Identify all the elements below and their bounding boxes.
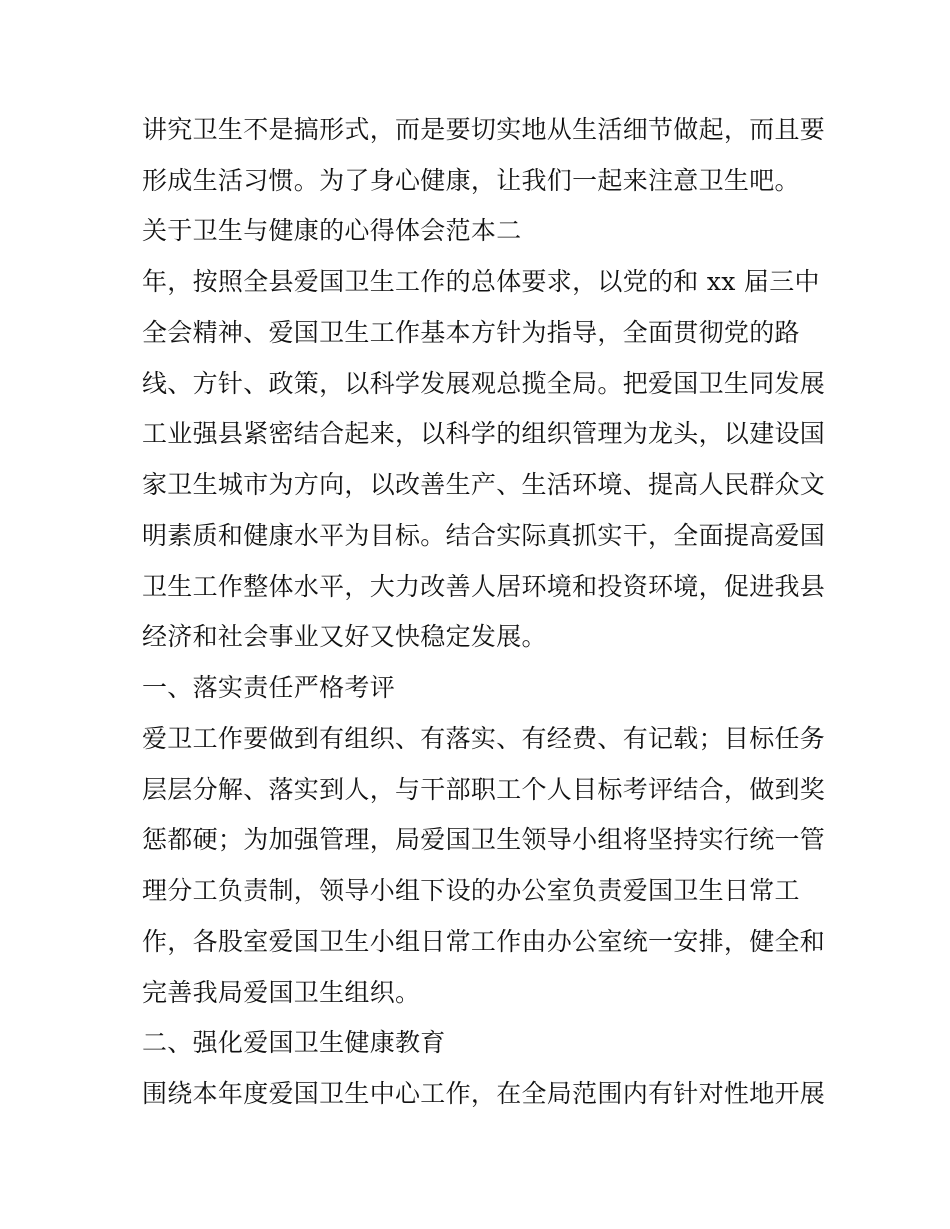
section-title: 关于卫生与健康的心得体会范本二 bbox=[142, 216, 522, 245]
section-heading: 一、落实责任严格考评 bbox=[142, 673, 396, 702]
paragraph-line: 围绕本年度爱国卫生中心工作，在全局范围内有针对性地开展 bbox=[142, 1079, 826, 1108]
paragraph-line: 工业强县紧密结合起来，以科学的组织管理为龙头，以建设国 bbox=[142, 419, 826, 448]
paragraph-line: 年，按照全县爱国卫生工作的总体要求，以党的和 xx 届三中 bbox=[142, 267, 820, 296]
section-heading: 二、强化爱国卫生健康教育 bbox=[142, 1028, 446, 1057]
paragraph-line: 明素质和健康水平为目标。结合实际真抓实干，全面提高爱国 bbox=[142, 521, 826, 550]
paragraph-line: 卫生工作整体水平，大力改善人居环境和投资环境，促进我县 bbox=[142, 572, 826, 601]
paragraph-line: 经济和社会事业又好又快稳定发展。 bbox=[142, 622, 547, 651]
paragraph-line: 讲究卫生不是搞形式，而是要切实地从生活细节做起，而且要 bbox=[142, 115, 826, 144]
paragraph-line: 理分工负责制，领导小组下设的办公室负责爱国卫生日常工 bbox=[142, 876, 800, 905]
paragraph-line: 惩都硬；为加强管理，局爱国卫生领导小组将坚持实行统一管 bbox=[142, 825, 826, 854]
paragraph-line: 爱卫工作要做到有组织、有落实、有经费、有记载；目标任务 bbox=[142, 724, 826, 753]
paragraph-line: 完善我局爱国卫生组织。 bbox=[142, 978, 421, 1007]
paragraph-line: 形成生活习惯。为了身心健康，让我们一起来注意卫生吧。 bbox=[142, 166, 800, 195]
paragraph-line: 层层分解、落实到人，与干部职工个人目标考评结合，做到奖 bbox=[142, 775, 826, 804]
paragraph-line: 家卫生城市为方向，以改善生产、生活环境、提高人民群众文 bbox=[142, 470, 826, 499]
paragraph-line: 全会精神、爱国卫生工作基本方针为指导，全面贯彻党的路 bbox=[142, 318, 800, 347]
paragraph-line: 作，各股室爱国卫生小组日常工作由办公室统一安排，健全和 bbox=[142, 927, 826, 956]
paragraph-line: 线、方针、政策，以科学发展观总揽全局。把爱国卫生同发展 bbox=[142, 369, 826, 398]
